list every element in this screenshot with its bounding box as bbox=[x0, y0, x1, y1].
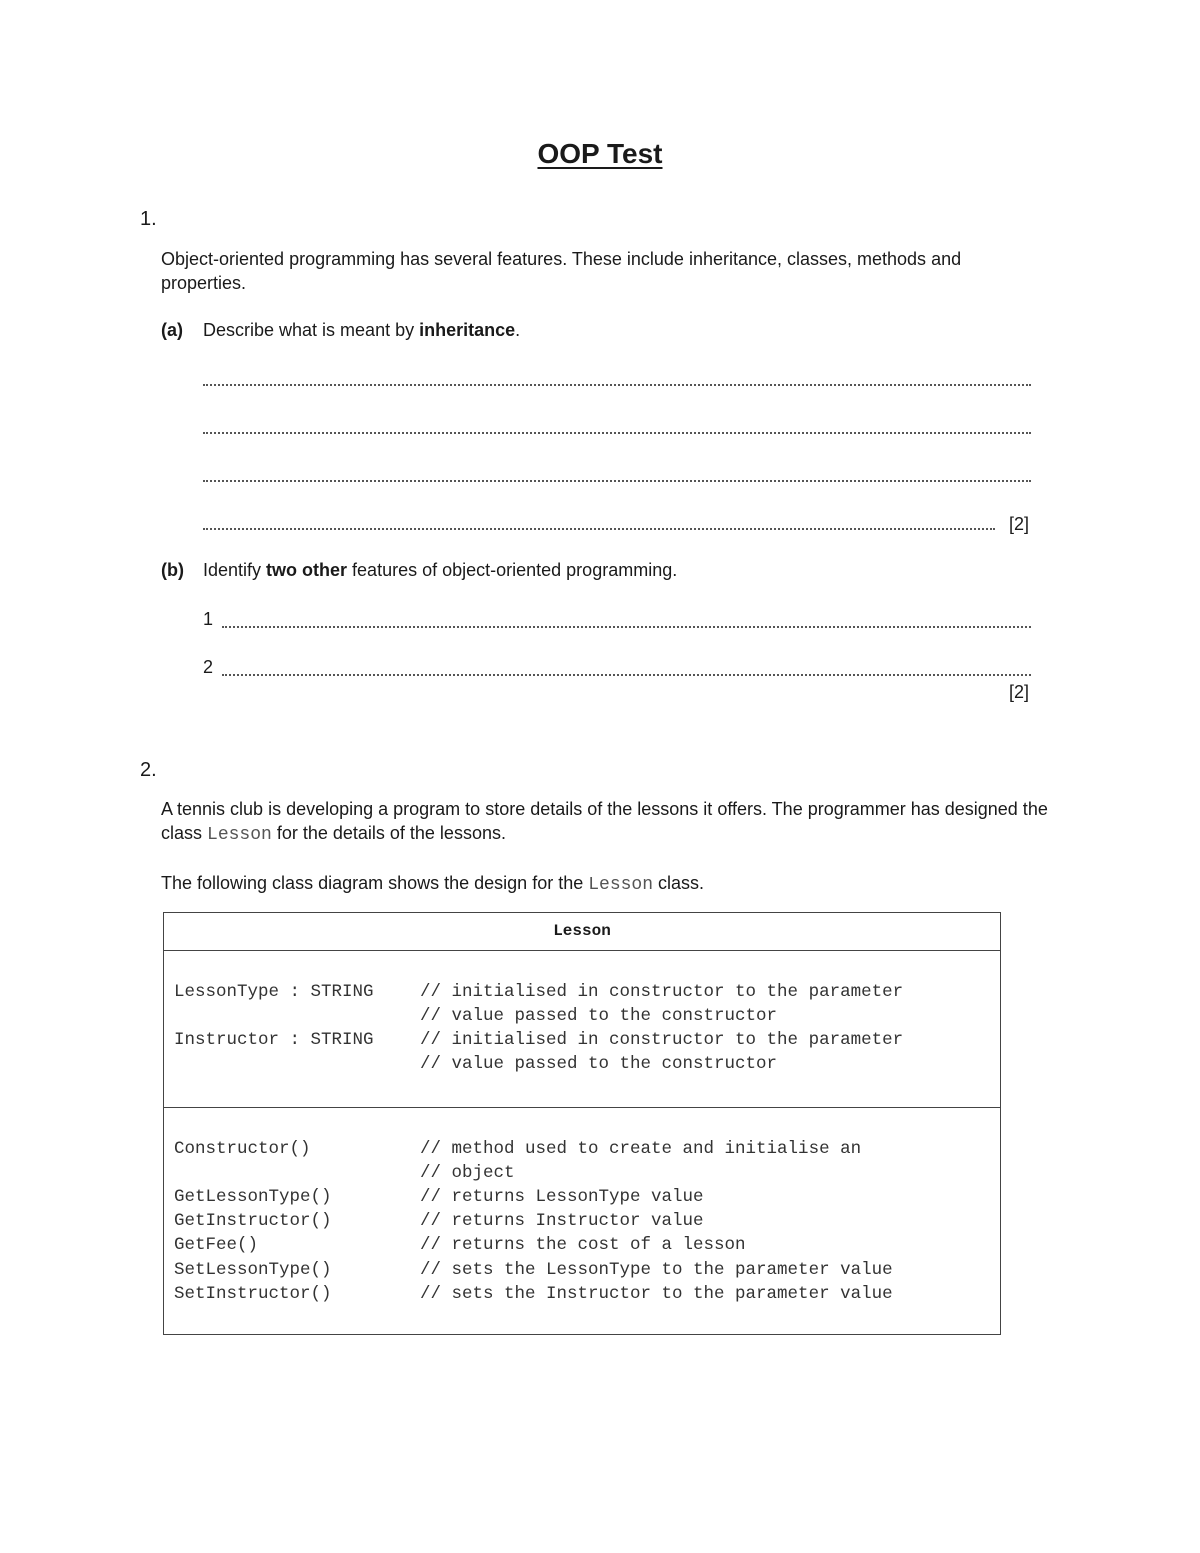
part-a-question bbox=[203, 320, 520, 341]
method-comment: // object bbox=[420, 1163, 515, 1183]
method-comment: // sets the LessonType to the parameter value bbox=[420, 1260, 893, 1280]
method-comment: // sets the Instructor to the parameter value bbox=[420, 1284, 893, 1304]
part-b-line-2-label: 2 bbox=[203, 657, 214, 677]
part-a-marks: [2] bbox=[1009, 514, 1030, 534]
class-diagram-divider bbox=[164, 1107, 1000, 1108]
q2-lead-text-1: The following class diagram shows the design for the bbox=[161, 873, 589, 893]
question-1-intro: Object-oriented programming has several features. These include inheritance, classes, methods and properties. bbox=[161, 249, 962, 293]
part-a-text-after: . bbox=[515, 320, 521, 340]
part-b-text-before: Identify bbox=[203, 560, 267, 580]
attribute-comment: // value passed to the constructor bbox=[420, 1006, 778, 1026]
method-name: GetLessonType() bbox=[174, 1187, 332, 1207]
answer-line-a-1[interactable] bbox=[203, 384, 1031, 386]
part-b-line-1-label: 1 bbox=[203, 609, 214, 629]
part-a-text-before: Describe what is meant by bbox=[203, 320, 420, 340]
question-2-number: 2. bbox=[140, 759, 157, 781]
q2-intro-class-name: Lesson bbox=[207, 825, 272, 845]
method-comment: // returns LessonType value bbox=[420, 1187, 704, 1207]
method-comment: // method used to create and initialise an bbox=[420, 1139, 862, 1159]
part-a-letter: (a) bbox=[161, 320, 183, 340]
attribute-name: Instructor : STRING bbox=[174, 1030, 374, 1050]
q2-lead-class-name: Lesson bbox=[588, 875, 654, 895]
method-comment: // returns the cost of a lesson bbox=[420, 1235, 746, 1255]
method-name: SetLessonType() bbox=[174, 1260, 332, 1280]
part-b-question bbox=[203, 560, 677, 581]
method-name: Constructor() bbox=[174, 1139, 311, 1159]
q2-intro-text-2: for the details of the lessons. bbox=[271, 823, 506, 843]
page-title: OOP Test bbox=[537, 138, 663, 169]
answer-line-b-1[interactable] bbox=[222, 626, 1031, 628]
q2-lead-text-2: class. bbox=[653, 873, 705, 893]
method-name: GetInstructor() bbox=[174, 1211, 332, 1231]
question-2-lead bbox=[161, 871, 1041, 897]
method-name: GetFee() bbox=[174, 1235, 259, 1255]
class-diagram-name: Lesson bbox=[164, 913, 1000, 951]
answer-line-a-4[interactable] bbox=[203, 528, 995, 530]
question-1-number: 1. bbox=[140, 208, 157, 230]
class-diagram bbox=[163, 912, 1001, 1335]
part-b-marks: [2] bbox=[1009, 682, 1030, 702]
q2-intro-text-1: A tennis club is developing a program to store details of the lessons it offers. The programmer has designed the class bbox=[161, 799, 1048, 843]
attribute-comment: // initialised in constructor to the parameter bbox=[420, 982, 904, 1002]
answer-line-a-3[interactable] bbox=[203, 480, 1031, 482]
part-b-letter: (b) bbox=[161, 560, 184, 580]
part-a-keyword: inheritance bbox=[419, 320, 516, 340]
part-b-text-after: features of object-oriented programming. bbox=[347, 560, 678, 580]
attribute-comment: // value passed to the constructor bbox=[420, 1054, 778, 1074]
answer-line-a-2[interactable] bbox=[203, 432, 1031, 434]
attribute-name: LessonType : STRING bbox=[174, 982, 374, 1002]
method-name: SetInstructor() bbox=[174, 1284, 332, 1304]
answer-line-b-2[interactable] bbox=[222, 674, 1031, 676]
method-comment: // returns Instructor value bbox=[420, 1211, 704, 1231]
attribute-comment: // initialised in constructor to the parameter bbox=[420, 1030, 904, 1050]
question-2-intro bbox=[161, 797, 1051, 847]
part-b-keyword: two other bbox=[266, 560, 348, 580]
